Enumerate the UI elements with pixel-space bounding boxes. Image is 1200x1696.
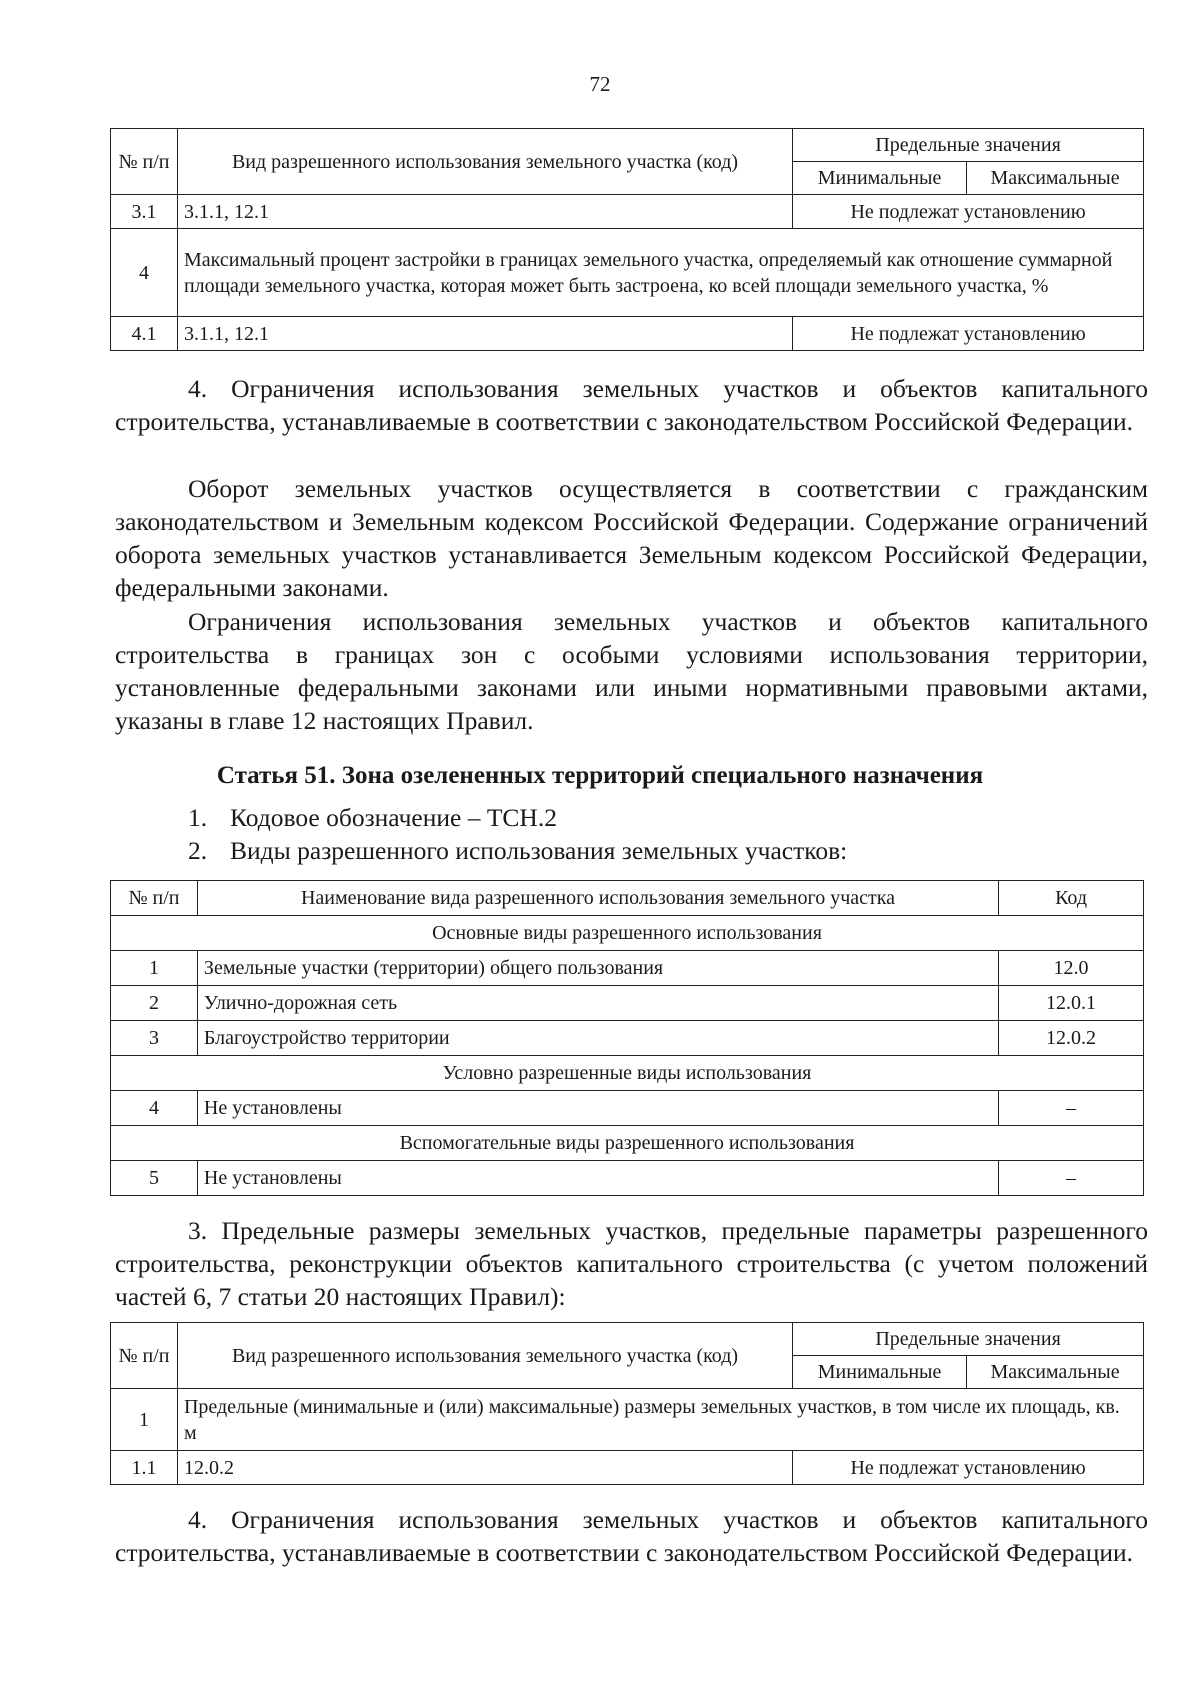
list-item-number: 2.: [188, 836, 208, 865]
row-code: –: [999, 1091, 1144, 1126]
header-name: Наименование вида разрешенного использования земельного участка: [197, 881, 998, 916]
row-name: Улично-дорожная сеть: [197, 986, 998, 1021]
table-row: [111, 1451, 1144, 1485]
section-title: Условно разрешенные виды использования: [111, 1056, 1144, 1091]
header-num: № п/п: [111, 881, 198, 916]
section-title: Основные виды разрешенного использования: [111, 916, 1144, 951]
row-code: 12.0: [999, 951, 1144, 986]
header-kind: Вид разрешенного использования земельного участка (код): [177, 1323, 792, 1389]
header-kind: Вид разрешенного использования земельного участка (код): [177, 129, 792, 195]
row-code: 12.0.1: [999, 986, 1144, 1021]
row-name: Земельные участки (территории) общего пользования: [197, 951, 998, 986]
table-header-row: [111, 1323, 1144, 1356]
row-num: 3: [111, 1021, 198, 1056]
table-header-row: [111, 129, 1144, 162]
table-row: [111, 1161, 1144, 1196]
table-header-row: [111, 881, 1144, 916]
row-code: 12.0.2: [177, 1451, 792, 1485]
row-value: Не подлежат установлению: [793, 1451, 1144, 1485]
list-item: [188, 803, 557, 833]
paragraph: 3. Предельные размеры земельных участков, предельные параметры разрешенного строительства, реконструкции объектов капитального строительства (с учетом положений частей 6, 7 статьи 20 настоящих Правил):: [115, 1216, 1148, 1311]
row-value: Не подлежат установлению: [793, 317, 1144, 351]
paragraph: 4. Ограничения использования земельных участков и объектов капитального строительства, устанавливаемые в соответствии с законодательством Российской Федерации.: [115, 374, 1148, 436]
limits-table-1: [110, 128, 1144, 351]
header-min: Минимальные: [793, 162, 967, 195]
table-row: [111, 195, 1144, 229]
row-num: 1: [111, 1389, 178, 1451]
table-row: [111, 1091, 1144, 1126]
header-max: Максимальные: [967, 162, 1144, 195]
row-text: Максимальный процент застройки в границах земельного участка, определяемый как отношение суммарной площади земельного участка, которая может быть застроена, ко всей площади земельного участка, %: [177, 229, 1143, 317]
header-limit: Предельные значения: [793, 129, 1144, 162]
row-name: Не установлены: [197, 1091, 998, 1126]
header-limit: Предельные значения: [793, 1323, 1144, 1356]
row-num: 4: [111, 229, 178, 317]
paragraph: Ограничения использования земельных участков и объектов капитального строительства в границах зон с особыми условиями использования территории, установленные федеральными законами или иными нормативными правовыми актами, указаны в главе 12 настоящих Правил.: [115, 607, 1148, 735]
table-row: [111, 317, 1144, 351]
paragraph: Оборот земельных участков осуществляется в соответствии с гражданским законодательством и Земельным кодексом Российской Федерации. Содержание ограничений оборота земельных участков устанавливается Земельным кодексом Российской Федерации, федеральными законами.: [115, 474, 1148, 602]
table-row: [111, 986, 1144, 1021]
row-code: 3.1.1, 12.1: [177, 317, 792, 351]
article-title: Статья 51. Зона озелененных территорий специального назначения: [216, 762, 984, 789]
header-min: Минимальные: [793, 1356, 967, 1389]
row-code: 3.1.1, 12.1: [177, 195, 792, 229]
row-num: 5: [111, 1161, 198, 1196]
row-num: 4: [111, 1091, 198, 1126]
row-name: Благоустройство территории: [197, 1021, 998, 1056]
section-title: Вспомогательные виды разрешенного использования: [111, 1126, 1144, 1161]
table-row: [111, 1389, 1144, 1451]
header-num: № п/п: [111, 129, 178, 195]
section-row: [111, 1126, 1144, 1161]
table-row: [111, 229, 1144, 317]
row-name: Не установлены: [197, 1161, 998, 1196]
list-item: [188, 836, 847, 866]
row-code: –: [999, 1161, 1144, 1196]
row-num: 4.1: [111, 317, 178, 351]
table-row: [111, 951, 1144, 986]
limits-table-2: [110, 1322, 1144, 1485]
section-row: [111, 916, 1144, 951]
section-row: [111, 1056, 1144, 1091]
page-number: 72: [589, 72, 611, 96]
header-max: Максимальные: [967, 1356, 1144, 1389]
row-num: 1.1: [111, 1451, 178, 1485]
list-item-number: 1.: [188, 803, 208, 832]
row-code: 12.0.2: [999, 1021, 1144, 1056]
list-item-text: Кодовое обозначение – ТСН.2: [230, 803, 557, 832]
row-num: 2: [111, 986, 198, 1021]
header-num: № п/п: [111, 1323, 178, 1389]
row-num: 3.1: [111, 195, 178, 229]
row-text: Предельные (минимальные и (или) максимальные) размеры земельных участков, в том числе их площадь, кв. м: [177, 1389, 1143, 1451]
uses-table: [110, 880, 1144, 1196]
header-code: Код: [999, 881, 1144, 916]
row-value: Не подлежат установлению: [793, 195, 1144, 229]
table-row: [111, 1021, 1144, 1056]
list-item-text: Виды разрешенного использования земельных участков:: [230, 836, 848, 865]
row-num: 1: [111, 951, 198, 986]
paragraph: 4. Ограничения использования земельных участков и объектов капитального строительства, устанавливаемые в соответствии с законодательством Российской Федерации.: [115, 1505, 1148, 1567]
